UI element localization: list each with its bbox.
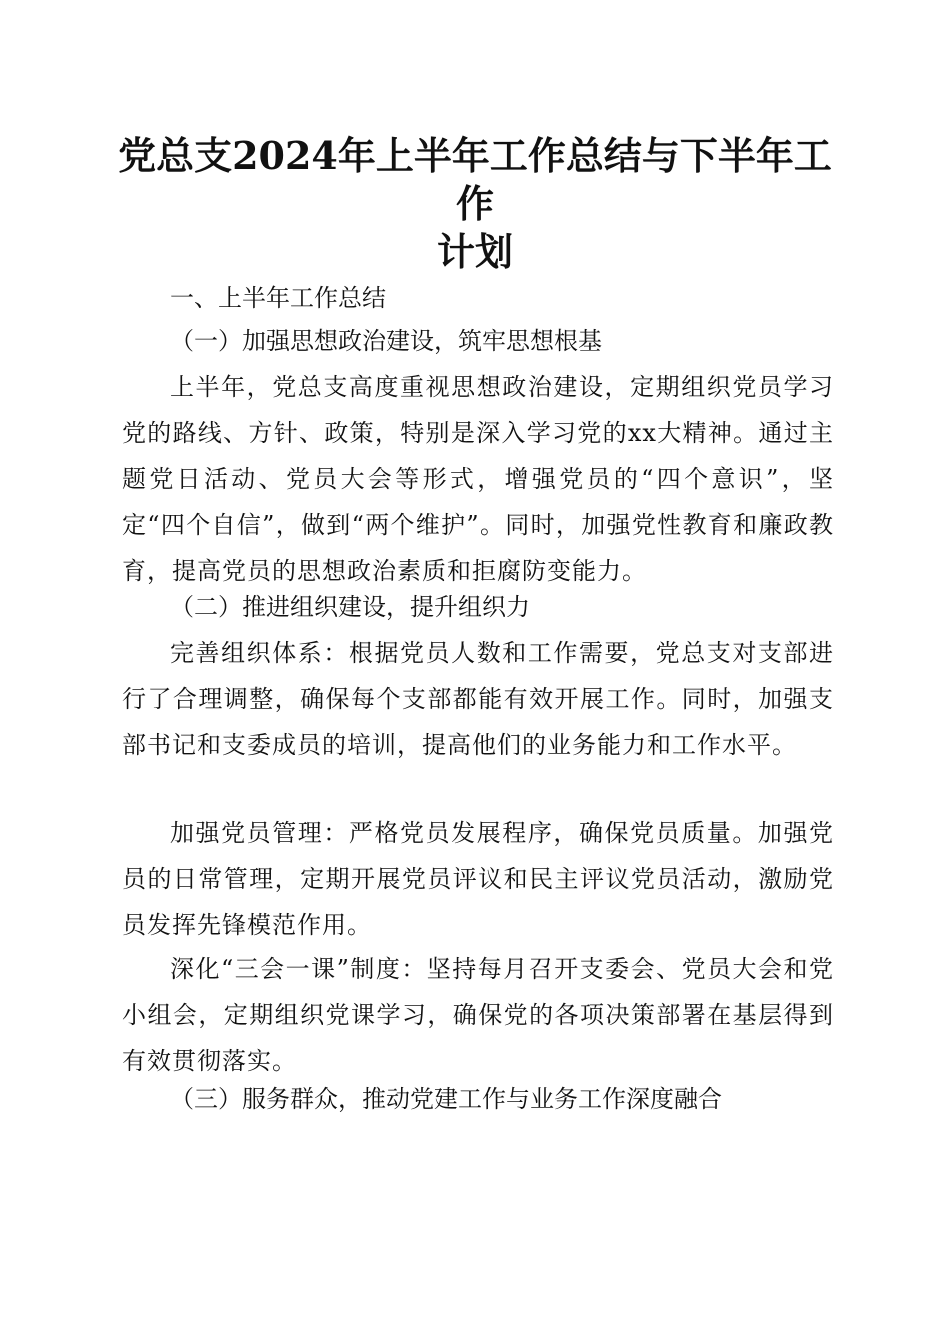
paragraph-member-management: 加强党员管理：严格党员发展程序，确保党员质量。加强党员的日常管理，定期开展党员评议和民主评议党员活动，激励党员发挥先锋模范作用。 <box>122 819 834 939</box>
paragraph-three-meetings: 深化“三会一课”制度：坚持每月召开支委会、党员大会和党小组会，定期组织党课学习，确保党的各项决策部署在基层得到有效贯彻落实。 <box>122 955 834 1075</box>
subsection-heading-organization: （二）推进组织建设，提升组织力 <box>170 593 530 621</box>
subsection-heading-serve-masses: （三）服务群众，推动党建工作与业务工作深度融合 <box>170 1085 722 1113</box>
document-title <box>110 132 840 276</box>
section-heading-summary: 一、上半年工作总结 <box>170 284 386 312</box>
title-line-1: 党总支2024年上半年工作总结与下半年工作 <box>118 133 832 226</box>
title-line-2: 计划 <box>436 229 513 274</box>
paragraph-ideology: 上半年，党总支高度重视思想政治建设，定期组织党员学习党的路线、方针、政策，特别是深入学习党的xx大精神。通过主题党日活动、党员大会等形式，增强党员的“四个意识”，坚定“四个自信”，做到“两个维护”。同时，加强党性教育和廉政教育，提高党员的思想政治素质和拒腐防变能力。 <box>122 373 834 585</box>
subsection-heading-ideology: （一）加强思想政治建设，筑牢思想根基 <box>170 327 602 355</box>
paragraph-organization-system: 完善组织体系：根据党员人数和工作需要，党总支对支部进行了合理调整，确保每个支部都能有效开展工作。同时，加强支部书记和支委成员的培训，提高他们的业务能力和工作水平。 <box>122 639 834 759</box>
